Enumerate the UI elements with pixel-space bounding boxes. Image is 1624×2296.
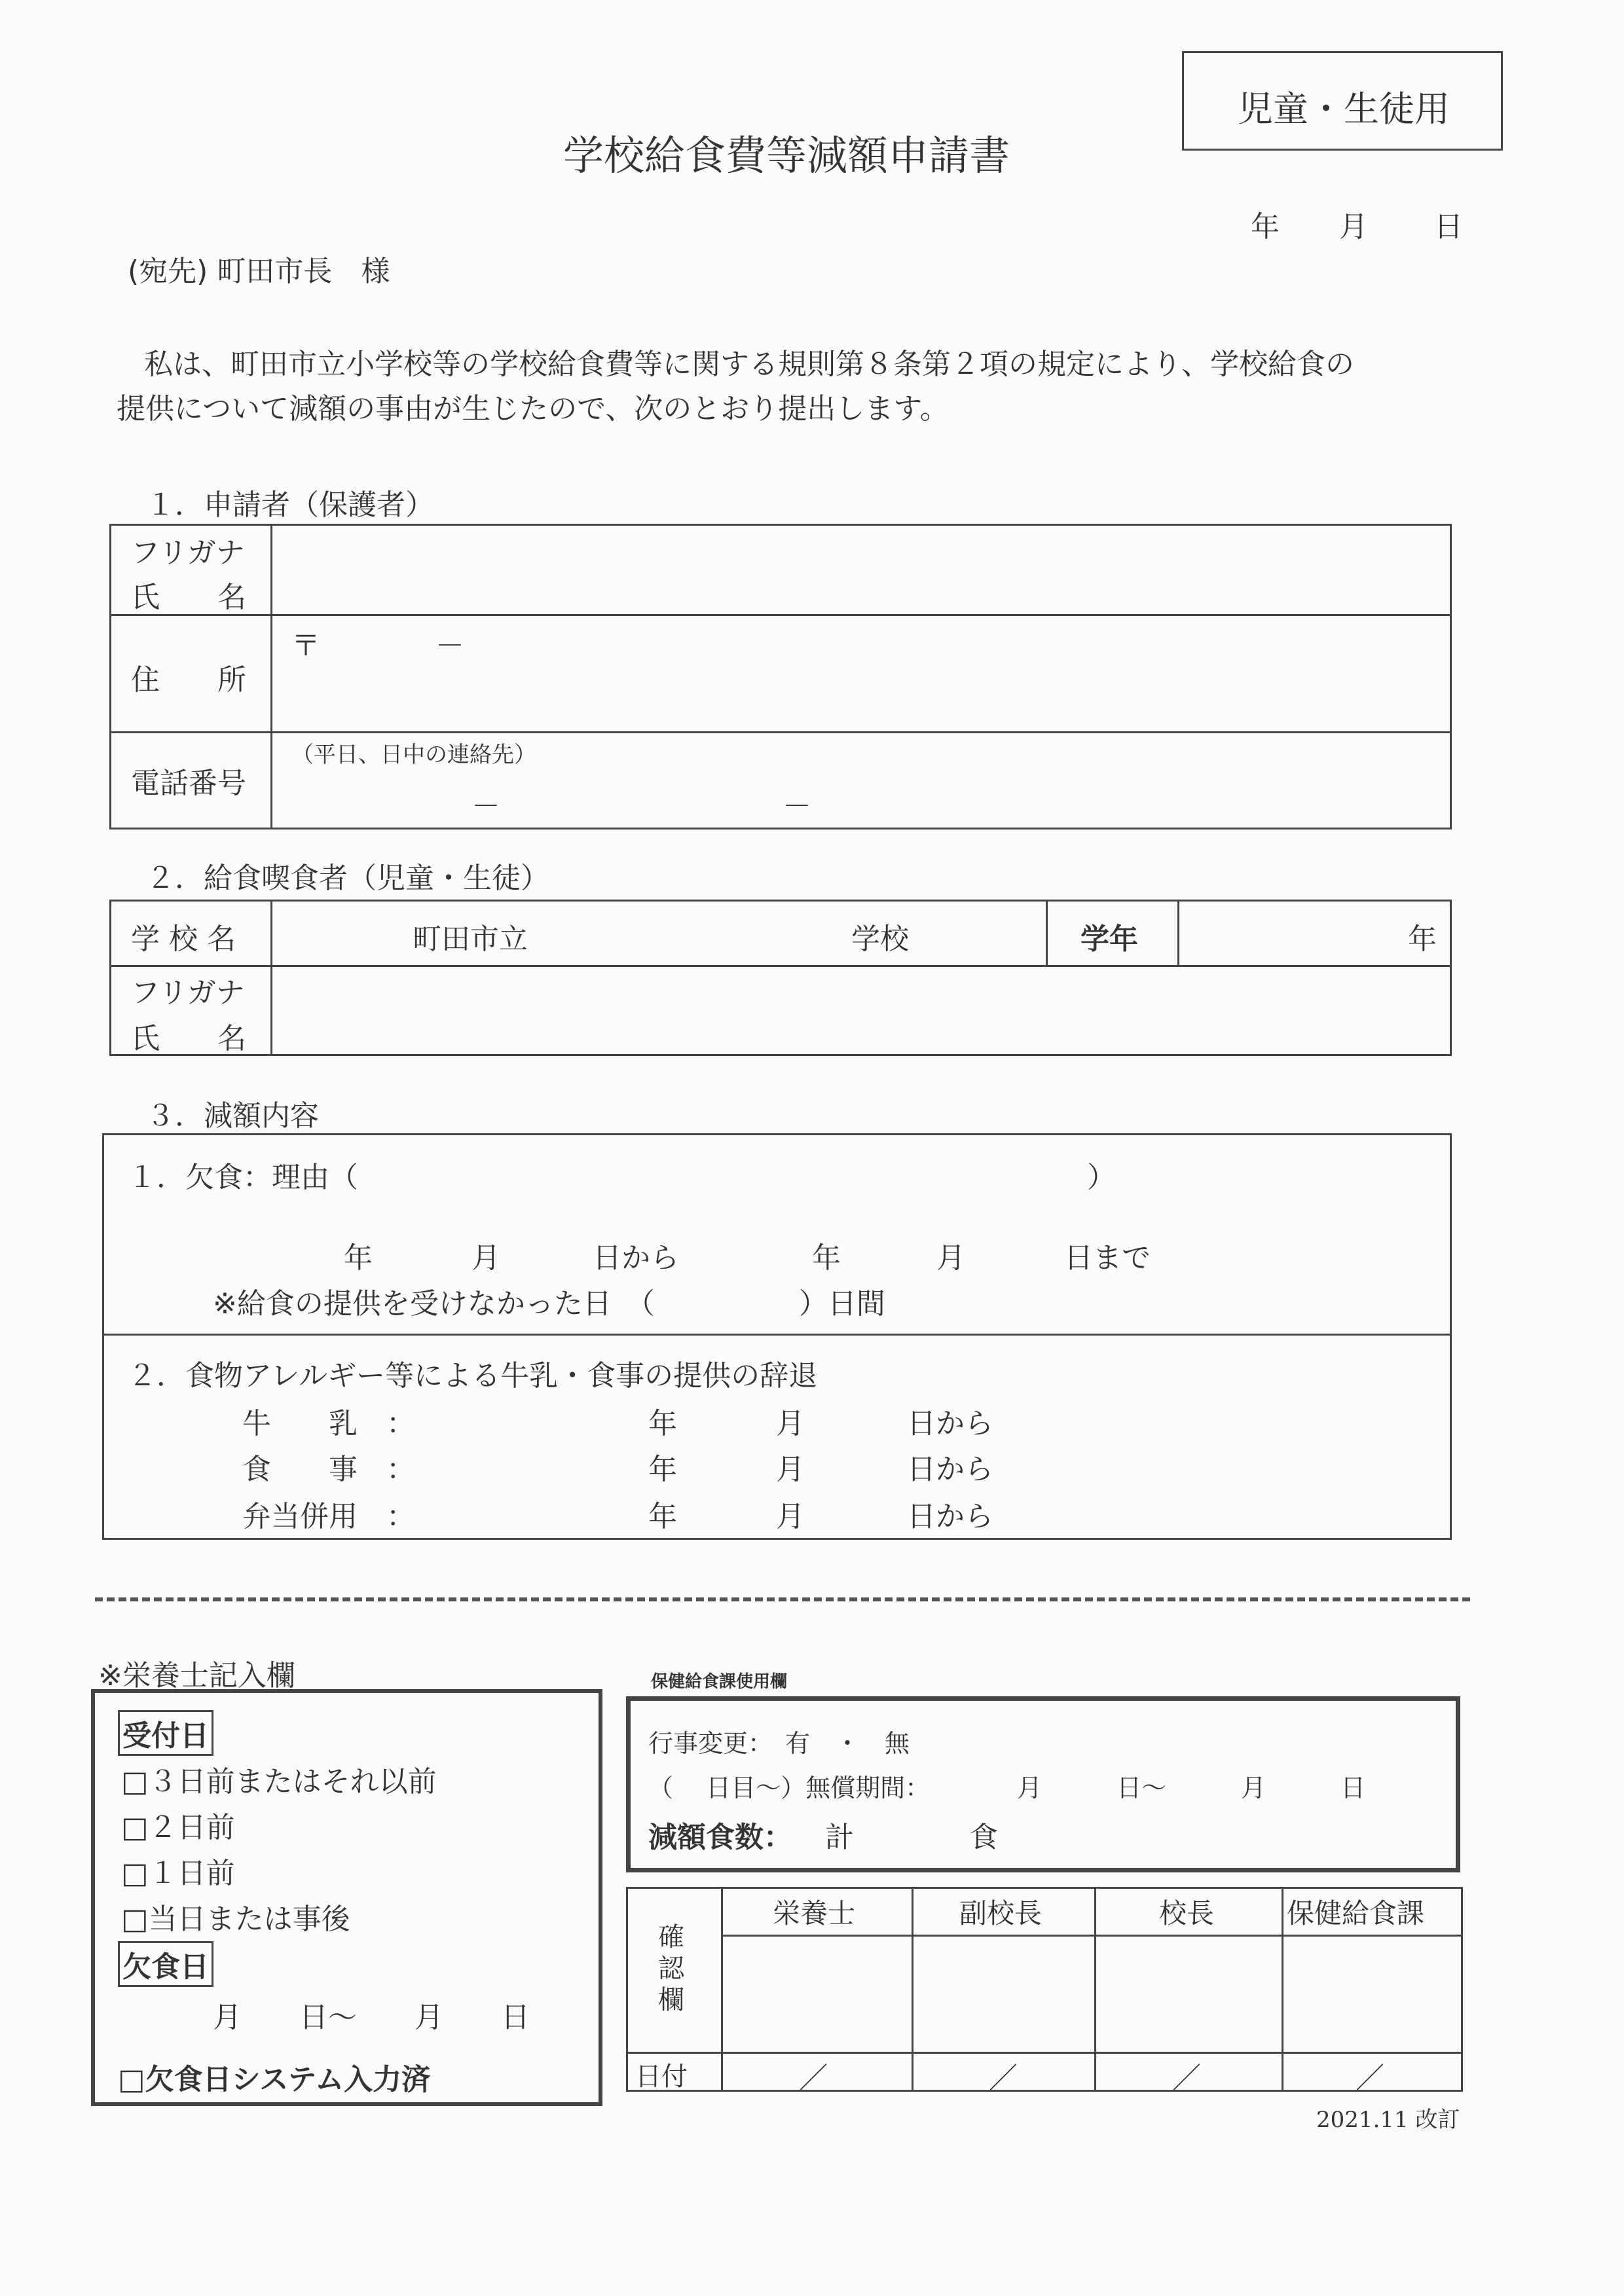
to-day: 日まで (1064, 1241, 1151, 1275)
from-month: 月 (471, 1241, 500, 1275)
intro-line-2: 提供について減額の事由が生じたので、次のとおり提出します。 (117, 392, 949, 426)
event-change: 行事変更： 有 ・ 無 (648, 1729, 910, 1758)
absence-reason-close: ） (1087, 1161, 1116, 1194)
intro-line-1: 私は、町田市立小学校等の学校給食費等に関する規則第８条第２項の規定により、学校給食の (144, 348, 1354, 381)
decline-meal: 食 事 ： (242, 1453, 415, 1486)
reduced-meals-value: 計 食 (825, 1821, 998, 1854)
label-date: 日付 (635, 2062, 688, 2092)
free-period: （ 日目～）無償期間： 月 日～ 月 日 (648, 1774, 1366, 1802)
date-slash-2: ／ (989, 2062, 1018, 2095)
label-grade: 学年 (1080, 922, 1138, 956)
date-slash-1: ／ (799, 2062, 828, 2095)
addressee: (宛先) 町田市長 様 (128, 255, 390, 288)
date-year: 年 (1251, 210, 1280, 244)
from-day: 日から (593, 1241, 679, 1275)
decline-bento: 弁当併用 ： (242, 1500, 415, 1533)
absent-date-range: 月 日～ 月 日 (213, 2001, 530, 2034)
to-year: 年 (812, 1241, 841, 1275)
label-furigana: フリガナ (131, 536, 245, 570)
option-1day[interactable]: □１日前 (121, 1857, 235, 1890)
col-vice-principal: 副校長 (959, 1897, 1043, 1929)
decline-heading: ２．食物アレルギー等による牛乳・食事の提供の辞退 (128, 1359, 818, 1393)
label-student-name: 氏 名 (131, 1022, 246, 1055)
label-phone: 電話番号 (131, 767, 246, 800)
office-use-label: 保健給食課使用欄 (651, 1672, 788, 1692)
grade-suffix: 年 (1408, 922, 1437, 956)
phone-dash-2[interactable]: － (783, 790, 811, 823)
to-month: 月 (936, 1241, 965, 1275)
section1-heading: １．申請者（保護者） (146, 488, 434, 522)
phone-dash-1[interactable]: － (471, 790, 500, 823)
postal-code-field[interactable]: 〒 － (291, 629, 464, 663)
option-2days[interactable]: □２日前 (121, 1811, 235, 1844)
label-student-furigana: フリガナ (131, 976, 245, 1010)
usage-badge-text: 児童・生徒用 (1238, 88, 1450, 130)
nutritionist-heading: ※栄養士記入欄 (98, 1659, 295, 1692)
page-title: 学校給食費等減額申請書 (563, 132, 1010, 179)
decline-milk: 牛 乳 ： (242, 1407, 415, 1440)
received-date-label: 受付日 (118, 1710, 213, 1756)
label-address: 住 所 (131, 663, 246, 697)
option-3days[interactable]: □３日前またはそれ以前 (121, 1765, 437, 1798)
from-year: 年 (344, 1241, 373, 1275)
section3-heading: ３．減額内容 (146, 1099, 319, 1133)
cut-line (95, 1597, 1470, 1601)
date-day: 日 (1434, 210, 1463, 244)
date-month: 月 (1339, 210, 1368, 244)
reduced-meals-label: 減額食数： (648, 1821, 792, 1854)
school-suffix: 学校 (851, 922, 909, 956)
col-principal: 校長 (1159, 1897, 1215, 1929)
confirm-label: 確認欄 (658, 1922, 684, 2015)
date-slash-4: ／ (1356, 2062, 1384, 2095)
absence-reason[interactable]: １．欠食：理由（ (128, 1161, 358, 1194)
date-slash-3: ／ (1172, 2062, 1201, 2095)
applicant-name-field[interactable] (275, 527, 1447, 611)
absent-date-label: 欠食日 (118, 1941, 213, 1987)
absence-days-note: ※給食の提供を受けなかった日 （ ）日間 (213, 1287, 885, 1321)
phone-note: （平日、日中の連絡先） (291, 742, 536, 768)
student-table (109, 900, 1452, 1056)
col-nutritionist: 栄養士 (773, 1897, 856, 1929)
school-city: 町田市立 (413, 922, 528, 956)
section2-heading: ２．給食喫食者（児童・生徒） (146, 862, 549, 895)
option-sameday[interactable]: □当日または事後 (121, 1903, 350, 1936)
system-entered-checkbox[interactable]: □欠食日システム入力済 (118, 2063, 431, 2096)
col-health-lunch-division: 保健給食課 (1287, 1897, 1425, 1929)
label-school: 学 校 名 (131, 922, 236, 956)
revision-note: 2021.11 改訂 (1316, 2107, 1460, 2133)
label-name: 氏 名 (131, 581, 246, 614)
